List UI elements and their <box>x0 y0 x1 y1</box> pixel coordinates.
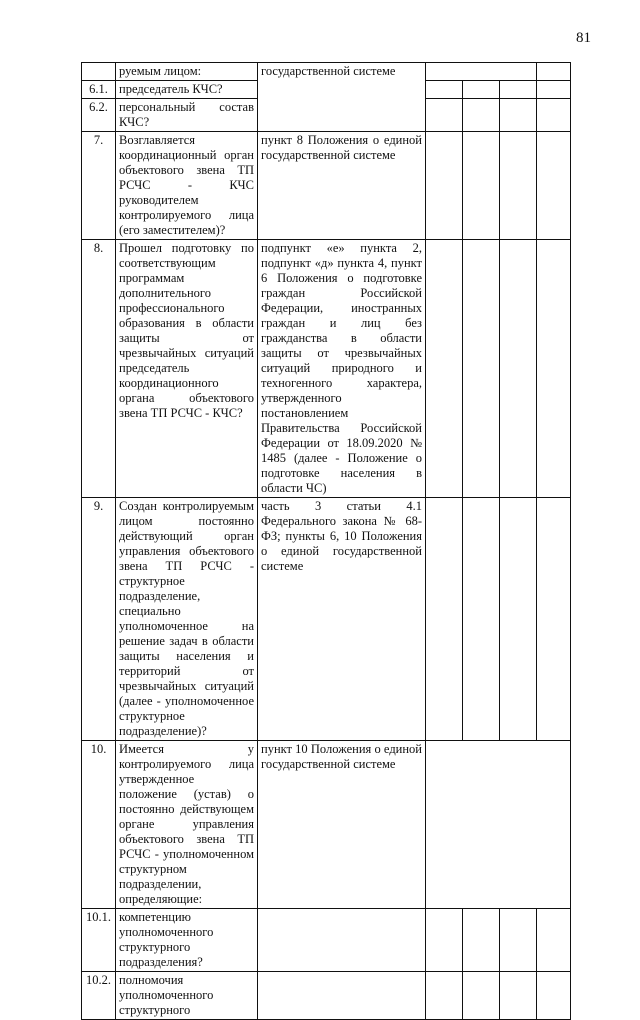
answer-na-cell <box>500 972 537 1020</box>
answer-yes-cell <box>426 498 463 741</box>
reference-cell: пункт 8 Положения о единой государственной системе <box>258 132 426 240</box>
answer-cell <box>426 741 571 909</box>
row-number: 10. <box>82 741 116 909</box>
answer-yes-cell <box>426 909 463 972</box>
row-number: 9. <box>82 498 116 741</box>
reference-cell <box>258 972 426 1020</box>
reference-cell <box>258 909 426 972</box>
checklist-table <box>81 62 571 1020</box>
table-row <box>82 132 571 240</box>
comment-cell <box>537 132 571 240</box>
row-number: 7. <box>82 132 116 240</box>
answer-na-cell <box>500 498 537 741</box>
question-cell: председатель КЧС? <box>116 81 258 99</box>
page-number: 81 <box>576 30 591 46</box>
comment-cell <box>537 498 571 741</box>
answer-na-cell <box>500 909 537 972</box>
comment-cell <box>537 972 571 1020</box>
row-number: 10.1. <box>82 909 116 972</box>
row-number: 10.2. <box>82 972 116 1020</box>
row-number: 8. <box>82 240 116 498</box>
comment-cell <box>537 63 571 81</box>
reference-cell: часть 3 статьи 4.1 Федерального закона № 68-ФЗ; пункты 6, 10 Положения о единой государственной системе <box>258 498 426 741</box>
table-row <box>82 63 571 81</box>
answer-no-cell <box>463 498 500 741</box>
answer-no-cell <box>463 132 500 240</box>
table-row <box>82 909 571 972</box>
question-cell: руемым лицом: <box>116 63 258 81</box>
question-cell: Создан контролируемым лицом постоянно действующий орган управления объектового звена ТП РСЧС - структурное подразделение, специально уполномоченное на решение задач в области защиты населения и территорий от чрезвычайных ситуаций (далее - уполномоченное структурное подразделение)? <box>116 498 258 741</box>
table-row <box>82 741 571 909</box>
question-cell: Прошел подготовку по соответствующим программам дополнительного профессионального образования в области защиты от чрезвычайных ситуаций председатель координационного органа объектового звена ТП РСЧС - КЧС? <box>116 240 258 498</box>
answer-yes-cell <box>426 99 463 132</box>
answer-yes-cell <box>426 240 463 498</box>
answer-no-cell <box>463 240 500 498</box>
comment-cell <box>537 909 571 972</box>
reference-cell: государственной системе <box>258 63 426 132</box>
answer-na-cell <box>500 81 537 99</box>
table-row <box>82 972 571 1020</box>
answer-yes-cell <box>426 81 463 99</box>
table-row <box>82 498 571 741</box>
answer-no-cell <box>463 81 500 99</box>
answer-na-cell <box>500 99 537 132</box>
question-cell: Возглавляется координационный орган объектового звена ТП РСЧС - КЧС руководителем контролируемого лица (его заместителем)? <box>116 132 258 240</box>
reference-cell: пункт 10 Положения о единой государственной системе <box>258 741 426 909</box>
answer-na-cell <box>500 132 537 240</box>
question-cell: персональный состав КЧС? <box>116 99 258 132</box>
answer-no-cell <box>463 99 500 132</box>
table-row <box>82 240 571 498</box>
reference-cell: подпункт «е» пункта 2, подпункт «д» пункта 4, пункт 6 Положения о подготовке граждан Российской Федерации, иностранных граждан и лиц без гражданства в области защиты от чрезвычайных ситуаций природного и техногенного характера, утвержденного постановлением Правительства Российской Федерации от 18.09.2020 № 1485 (далее - Положение о подготовке населения в области ЧС) <box>258 240 426 498</box>
answer-na-cell <box>500 240 537 498</box>
row-number: 6.1. <box>82 81 116 99</box>
answer-no-cell <box>463 972 500 1020</box>
comment-cell <box>537 99 571 132</box>
question-cell: Имеется у контролируемого лица утвержденное положение (устав) о постоянно действующем органе управления объектового звена ТП РСЧС - уполномоченном структурном подразделении, определяющие: <box>116 741 258 909</box>
answer-yes-cell <box>426 972 463 1020</box>
answer-yes-cell <box>426 132 463 240</box>
comment-cell <box>537 81 571 99</box>
answer-cell <box>426 63 537 81</box>
row-number: 6.2. <box>82 99 116 132</box>
question-cell: компетенцию уполномоченного структурного подразделения? <box>116 909 258 972</box>
comment-cell <box>537 240 571 498</box>
answer-no-cell <box>463 909 500 972</box>
row-number <box>82 63 116 81</box>
question-cell: полномочия уполномоченного структурного <box>116 972 258 1020</box>
